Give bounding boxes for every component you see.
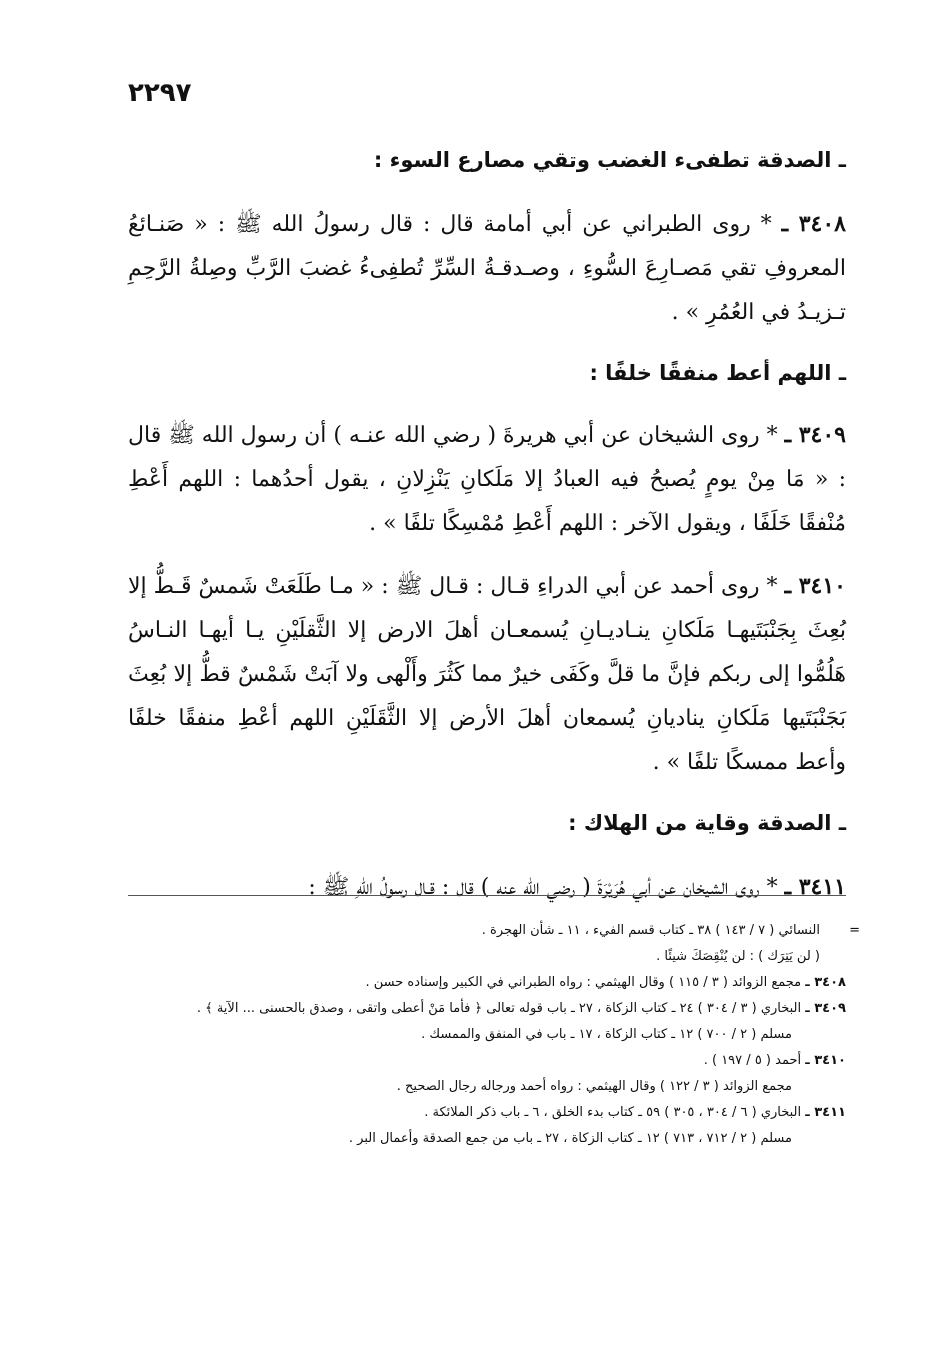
footnote-text: أحمد ( ٥ / ١٩٧ ) . bbox=[703, 1053, 802, 1068]
footnote-line bbox=[128, 1048, 846, 1074]
hadith-paragraph bbox=[128, 413, 846, 546]
footnote-text: ( لن يَتِرَك ) : لن يُنْقِصَكَ شيئًا . bbox=[656, 949, 820, 964]
hadith-text: * روى الشيخان عن أبي هريرةَ ( رضي الله عنـه ) أن رسول الله ﷺ قال : « مَا مِنْ يومٍ يُصبحُ فيه العبادُ إلا مَلَكانِ يَنْزِلانِ ، يقول أحدُهما : اللهم أَعْطِ مُنْفقًا خَلَفًا ، ويقول الآخر : اللهم أَعْطِ مُمْسِكًا تلفًا » . bbox=[128, 423, 846, 536]
hadith-number: ٣٤٠٨ ـ bbox=[781, 211, 846, 237]
main-text bbox=[128, 140, 846, 910]
footnote-text: النسائي ( ٧ / ١٤٣ ) ٣٨ ـ كتاب قسم الفيء ، ١١ ـ شأن الهجرة . bbox=[481, 923, 820, 938]
footnote-text: مجمع الزوائد ( ٣ / ١١٥ ) وقال الهيثمي : رواه الطبراني في الكبير وإسناده حسن . bbox=[365, 975, 802, 990]
footnote-number: ٣٤١١ ـ bbox=[805, 1105, 846, 1120]
section-heading: ـ الصدقة تطفىء الغضب وتقي مصارع السوء : bbox=[373, 148, 846, 172]
footnote-line bbox=[128, 970, 846, 996]
footnote-line bbox=[128, 1074, 846, 1100]
footnote-line bbox=[128, 1022, 846, 1048]
footnote-line bbox=[128, 1126, 846, 1152]
footnote-text: مجمع الزوائد ( ٣ / ١٢٢ ) وقال الهيثمي : رواه أحمد ورجاله رجال الصحيح . bbox=[396, 1079, 792, 1094]
hadith-number: ٣٤١٠ ـ bbox=[784, 573, 846, 599]
hadith-text: * روى الطبراني عن أبي أمامة قال : قال رسولُ الله ﷺ : « صَنـائعُ المعروفِ تقي مَصـارِعَ السُّوءِ ، وصـدقـةُ السِّرِّ تُطفِىءُ غضبَ الرَّبِّ وصِلةُ الرَّحِمِ تـزيـدُ في العُمُرِ » . bbox=[128, 212, 846, 325]
footnotes bbox=[128, 918, 860, 1152]
hadith-text: * روى الشيخان عن أبي هُرَيْرَةَ ( رضي الله عنه ) قال : قـال رسولُ اللهِ ﷺ : bbox=[308, 875, 778, 900]
footnote-number: ٣٤٠٨ ـ bbox=[805, 975, 846, 990]
hadith-number: ٣٤٠٩ ـ bbox=[784, 422, 846, 448]
section-heading: ـ الصدقة وقاية من الهلاك : bbox=[568, 811, 846, 835]
footnote-text: مسلم ( ٢ / ٧١٢ ، ٧١٣ ) ١٢ ـ كتاب الزكاة ، ٢٧ ـ باب من جمع الصدقة وأعمال البر . bbox=[348, 1131, 792, 1146]
footnote-divider bbox=[128, 895, 846, 896]
footnote-number: ٣٤٠٩ ـ bbox=[805, 1001, 846, 1016]
hadith-paragraph bbox=[128, 865, 846, 910]
section-heading: ـ اللهم أعط منفقًا خلفًا : bbox=[589, 361, 846, 385]
footnote-line bbox=[128, 918, 846, 944]
footnote-number: ٣٤١٠ ـ bbox=[805, 1053, 846, 1068]
footnote-line bbox=[128, 944, 846, 970]
hadith-paragraph bbox=[128, 202, 846, 335]
footnote-text: البخاري ( ٦ / ٣٠٤ ، ٣٠٥ ) ٥٩ ـ كتاب بدء الخلق ، ٦ ـ باب ذكر الملائكة . bbox=[424, 1105, 802, 1120]
footnote-text: البخاري ( ٣ / ٣٠٤ ) ٢٤ ـ كتاب الزكاة ، ٢٧ ـ باب قوله تعالى ﴿ فأما مَنْ أعطى واتقى ، وصدق بالحسنى ... الآية ﴾ . bbox=[196, 1001, 802, 1016]
continuation-mark: = bbox=[849, 923, 860, 938]
footnote-line bbox=[128, 1100, 846, 1126]
hadith-number: ٣٤١١ ـ bbox=[784, 874, 846, 900]
footnote-line bbox=[128, 996, 846, 1022]
footnote-text: مسلم ( ٢ / ٧٠٠ ) ١٢ ـ كتاب الزكاة ، ١٧ ـ باب في المنفق والممسك . bbox=[421, 1027, 792, 1042]
hadith-text: * روى أحمد عن أبي الدراءِ قـال : قـال ﷺ : « مـا طَلَعَتْ شَمسٌ قَـطُّ إلا بُعِثَ بِجَنْبَتَيهـا مَلَكانِ ينـاديـانِ يُسمعـان أهلَ الارض إلا الثَّقلَيْنِ يـا أيهـا النـاسُ هَلُمُّوا إلى ربكم فإنَّ ما قلَّ وكَفَى خيرٌ مما كَثُرَ وأَلْهى ولا آبَتْ شَمْسٌ قطُّ إلا بُعِثَ بَجَنْبَتَيها مَلَكانِ يناديانِ يُسمعان أهلَ الأرض إلا الثَّقَلَيْنِ اللهم أعْطِ منفقًا خلفًا وأعط ممسكًا تلفًا » . bbox=[128, 574, 846, 775]
hadith-paragraph bbox=[128, 564, 846, 785]
page-number: ٢٢٩٧ bbox=[128, 78, 192, 108]
